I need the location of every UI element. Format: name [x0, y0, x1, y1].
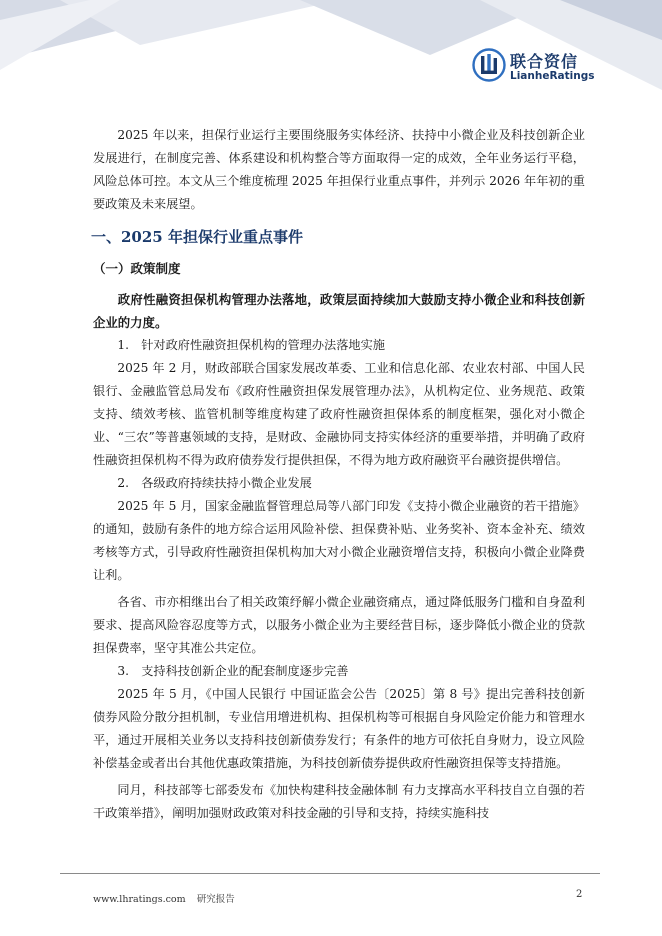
brand-logo [472, 48, 595, 88]
item-2-paragraph-1: 2025 年 5 月，国家金融监督管理总局等八部门印发《支持小微企业融资的若干措施》的通知，鼓励有条件的地方综合运用风险补偿、担保费补贴、业务奖补、资本金补充、绩效考核等方式，引导政府性融资担保机构加大对小微企业融资增信支持，积极向小微企业降费让利。 [93, 499, 585, 582]
logo-text-cn: 联合资信 [510, 52, 579, 71]
lead-summary: 政府性融资担保机构管理办法落地，政策层面持续加大鼓励支持小微企业和科技创新企业的力度。 [93, 292, 585, 330]
item-2-paragraph-2: 各省、市亦相继出台了相关政策纾解小微企业融资痛点，通过降低服务门槛和自身盈利要求、提高风险容忍度等方式，以服务小微企业为主要经营目标，逐步降低小微企业的贷款担保费率，坚守其准公共定位。 [93, 595, 585, 655]
item-2-title: 2. 各级政府持续扶持小微企业发展 [117, 476, 312, 490]
lianhe-logo-icon [472, 48, 506, 82]
footer-divider [60, 873, 600, 874]
section-heading: 一、2025 年担保行业重点事件 [91, 228, 303, 246]
page-number: 2 [576, 889, 583, 900]
footer-info [93, 891, 243, 905]
logo-text-en: LianheRatings [510, 70, 595, 82]
item-3-title: 3. 支持科技创新企业的配套制度逐步完善 [117, 664, 349, 678]
footer-website: www.lhratings.com [93, 894, 186, 905]
item-1-paragraph: 2025 年 2 月，财政部联合国家发展改革委、工业和信息化部、农业农村部、中国人民银行、金融监管总局发布《政府性融资担保发展管理办法》，从机构定位、业务规范、政策支持、绩效考核、监管机制等维度构建了政府性融资担保体系的制度框架，强化对小微企业、“三农”等普惠领域的支持，是财政、金融协同支持实体经济的重要举措，并明确了政府性融资担保机构不得为政府债券发行提供担保，不得为地方政府融资平台融资提供增信。 [93, 361, 585, 467]
footer-report-type: 研究报告 [196, 894, 235, 905]
item-3-paragraph-1: 2025 年 5 月，《中国人民银行 中国证监会公告〔2025〕第 8 号》提出完善科技创新债券风险分散分担机制，专业信用增进机构、担保机构等可根据自身风险定价能力和管理水平，通过开展相关业务以支持科技创新债券发行；有条件的地方可依托自身财力，设立风险补偿基金或者出台其他优惠政策措施，为科技创新债券提供政府性融资担保等支持措施。 [93, 687, 585, 770]
report-body [93, 124, 585, 825]
intro-paragraph: 2025 年以来，担保行业运行主要围绕服务实体经济、扶持中小微企业及科技创新企业发展进行，在制度完善、体系建设和机构整合等方面取得一定的成效，全年业务运行平稳，风险总体可控。本文从三个维度梳理 2025 年担保行业重点事件，并列示 2026 年年初的重要政策及未来展望。 [93, 128, 585, 211]
item-3-paragraph-2: 同月，科技部等七部委发布《加快构建科技金融体制 有力支撑高水平科技自立自强的若干政策举措》，阐明加强财政政策对科技金融的引导和支持，持续实施科技 [93, 783, 585, 820]
subsection-heading: （一）政策制度 [93, 261, 181, 276]
item-1-title: 1. 针对政府性融资担保机构的管理办法落地实施 [117, 338, 385, 352]
